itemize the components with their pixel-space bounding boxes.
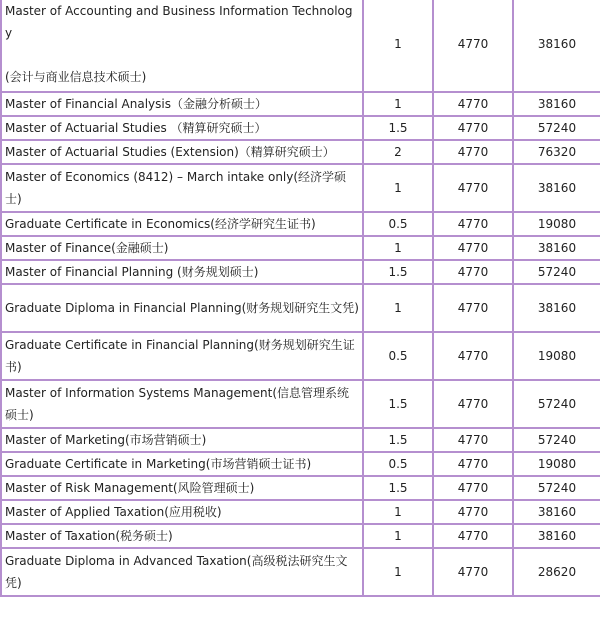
total-fee-cell: 76320 xyxy=(514,141,600,163)
unit-fee-cell: 4770 xyxy=(434,237,512,259)
unit-fee-cell: 4770 xyxy=(434,381,512,427)
program-name-cell xyxy=(2,453,362,475)
program-name-cell xyxy=(2,165,362,211)
unit-fee-cell: 4770 xyxy=(434,549,512,595)
table-row xyxy=(2,141,600,163)
unit-fee-cell: 4770 xyxy=(434,525,512,547)
program-name-cell xyxy=(2,381,362,427)
unit-fee-cell: 4770 xyxy=(434,261,512,283)
program-name: Master of Information Systems Management(信息管理系统硕士) xyxy=(5,386,349,422)
program-name-chinese: (会计与商业信息技术硕士) xyxy=(5,69,147,84)
program-name-cell xyxy=(2,285,362,331)
program-name: Master of Actuarial Studies (Extension)（精算研究硕士） xyxy=(5,145,335,159)
total-fee-cell: 38160 xyxy=(514,285,600,331)
unit-fee-cell: 4770 xyxy=(434,93,512,115)
table-row xyxy=(2,381,600,427)
table-row xyxy=(2,501,600,523)
program-name: Master of Economics (8412) – March intake only(经济学硕士) xyxy=(5,170,347,206)
duration-cell: 1.5 xyxy=(364,381,432,427)
unit-fee-cell: 4770 xyxy=(434,117,512,139)
program-name-cell xyxy=(2,429,362,451)
duration-cell: 1.5 xyxy=(364,429,432,451)
duration-cell: 1.5 xyxy=(364,261,432,283)
table-row xyxy=(2,117,600,139)
program-name: Master of Applied Taxation(应用税收) xyxy=(5,505,222,519)
program-name: Graduate Certificate in Economics(经济学研究生证书) xyxy=(5,217,316,231)
program-name-cell xyxy=(2,261,362,283)
total-fee-cell: 57240 xyxy=(514,381,600,427)
table-row xyxy=(2,165,600,211)
duration-cell: 2 xyxy=(364,141,432,163)
program-name-cell xyxy=(2,477,362,499)
duration-cell: 1 xyxy=(364,285,432,331)
duration-cell: 1 xyxy=(364,93,432,115)
table-row xyxy=(2,477,600,499)
unit-fee-cell: 4770 xyxy=(434,141,512,163)
total-fee-cell: 38160 xyxy=(514,93,600,115)
unit-fee-cell: 4770 xyxy=(434,285,512,331)
duration-cell: 1 xyxy=(364,501,432,523)
unit-fee-cell: 4770 xyxy=(434,453,512,475)
table-row xyxy=(2,213,600,235)
program-name-cell xyxy=(2,0,362,91)
unit-fee-cell: 4770 xyxy=(434,429,512,451)
program-name: Graduate Diploma in Advanced Taxation(高级税法研究生文凭) xyxy=(5,554,348,590)
table-row xyxy=(2,261,600,283)
table-row xyxy=(2,549,600,595)
duration-cell: 0.5 xyxy=(364,453,432,475)
duration-cell: 1 xyxy=(364,549,432,595)
unit-fee-cell: 4770 xyxy=(434,213,512,235)
total-fee-cell: 57240 xyxy=(514,429,600,451)
duration-cell: 1 xyxy=(364,237,432,259)
total-fee-cell: 38160 xyxy=(514,525,600,547)
total-fee-cell: 19080 xyxy=(514,453,600,475)
program-name: Graduate Certificate in Financial Planning(财务规划研究生证书) xyxy=(5,338,355,374)
program-name: Master of Risk Management(风险管理硕士) xyxy=(5,481,255,495)
unit-fee-cell: 4770 xyxy=(434,165,512,211)
duration-cell: 1 xyxy=(364,525,432,547)
table-row xyxy=(2,237,600,259)
unit-fee-cell: 4770 xyxy=(434,0,512,91)
program-name: Master of Accounting and Business Information Technology xyxy=(5,3,353,40)
total-fee-cell: 28620 xyxy=(514,549,600,595)
duration-cell: 0.5 xyxy=(364,333,432,379)
table-row xyxy=(2,525,600,547)
table-row xyxy=(2,333,600,379)
program-name-cell xyxy=(2,237,362,259)
program-name: Master of Actuarial Studies （精算研究硕士） xyxy=(5,121,267,135)
program-name-cell xyxy=(2,501,362,523)
program-name: Master of Finance(金融硕士) xyxy=(5,241,169,255)
total-fee-cell: 57240 xyxy=(514,261,600,283)
duration-cell: 1.5 xyxy=(364,477,432,499)
unit-fee-cell: 4770 xyxy=(434,477,512,499)
program-name-cell xyxy=(2,213,362,235)
table-row xyxy=(2,285,600,331)
duration-cell: 1.5 xyxy=(364,117,432,139)
table-row xyxy=(2,0,600,91)
duration-cell: 0.5 xyxy=(364,213,432,235)
program-name: Master of Marketing(市场营销硕士) xyxy=(5,433,207,447)
table-row xyxy=(2,93,600,115)
total-fee-cell: 57240 xyxy=(514,477,600,499)
program-name: Master of Financial Planning (财务规划硕士) xyxy=(5,265,259,279)
unit-fee-cell: 4770 xyxy=(434,333,512,379)
total-fee-cell: 19080 xyxy=(514,213,600,235)
table-row xyxy=(2,429,600,451)
program-name-cell xyxy=(2,93,362,115)
program-name-cell xyxy=(2,549,362,595)
program-name: Master of Taxation(税务硕士) xyxy=(5,529,173,543)
program-name-cell xyxy=(2,525,362,547)
unit-fee-cell: 4770 xyxy=(434,501,512,523)
total-fee-cell: 19080 xyxy=(514,333,600,379)
total-fee-cell: 38160 xyxy=(514,237,600,259)
table-row xyxy=(2,453,600,475)
program-name: Graduate Certificate in Marketing(市场营销硕士证书) xyxy=(5,457,312,471)
total-fee-cell: 38160 xyxy=(514,0,600,91)
program-name-cell xyxy=(2,117,362,139)
program-name-cell xyxy=(2,141,362,163)
duration-cell: 1 xyxy=(364,0,432,91)
program-name: Master of Financial Analysis（金融分析硕士） xyxy=(5,97,267,111)
duration-cell: 1 xyxy=(364,165,432,211)
program-name: Graduate Diploma in Financial Planning(财务规划研究生文凭) xyxy=(5,301,359,315)
total-fee-cell: 38160 xyxy=(514,165,600,211)
total-fee-cell: 38160 xyxy=(514,501,600,523)
total-fee-cell: 57240 xyxy=(514,117,600,139)
program-name-cell xyxy=(2,333,362,379)
